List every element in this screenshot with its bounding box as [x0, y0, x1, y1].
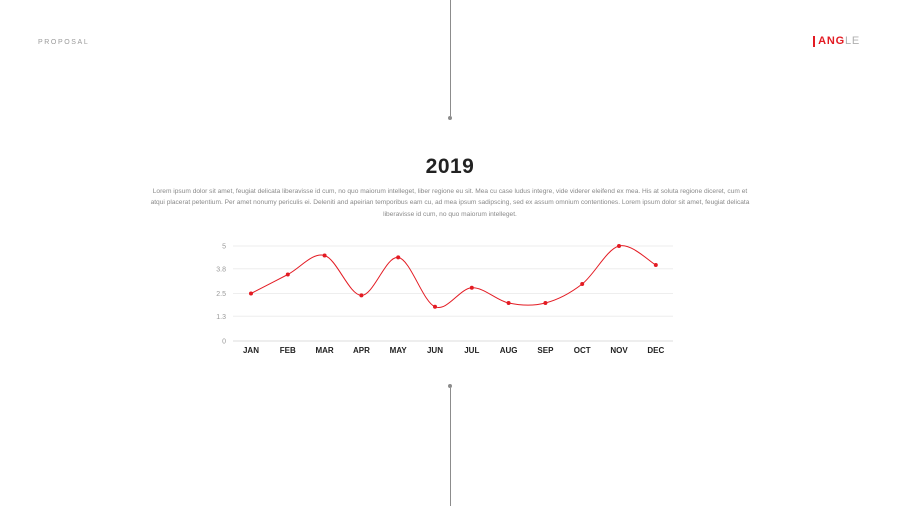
x-tick-label: AUG [499, 346, 518, 355]
description-text: Lorem ipsum dolor sit amet, feugiat delicata liberavisse id cum, no quo maiorum intelleget, liber regione eu sit. Mea cu case ludus integre, vide viderer eleifend ex mea. His at soluta regione diceret, cum et atqui placerat petentium. Per amet nonumy periculis ei. Deleniti and apeirian temporibus eam cu, ad mea ipsum sadipscing, sed ex assum omnium contentiones. Lorem ipsum dolor sit amet, feugiat delicata liberavisse id cum, no quo maiorum intelleget. [150, 188, 750, 218]
data-point [396, 255, 400, 259]
brand-name-light: LE [844, 35, 860, 47]
x-tick-label: FEB [279, 346, 296, 355]
x-tick-label: JUL [464, 346, 480, 355]
data-point [359, 293, 363, 297]
data-point [323, 254, 327, 258]
brand-name-bold: ANG [818, 35, 845, 47]
y-tick-label: 2.5 [216, 291, 226, 298]
x-tick-label: MAR [315, 346, 334, 355]
data-point [654, 263, 658, 267]
page-title: 2019 [425, 155, 475, 178]
y-tick-label: 1.3 [216, 313, 226, 321]
x-tick-label: APR [352, 346, 370, 355]
data-point [617, 244, 621, 248]
y-tick-label: 0 [222, 338, 226, 346]
data-point [543, 301, 547, 305]
x-tick-label: OCT [573, 346, 591, 355]
data-point [249, 292, 253, 296]
data-point [433, 305, 437, 309]
y-tick-label: 5 [222, 243, 226, 251]
x-tick-label: DEC [647, 346, 665, 355]
y-tick-label: 3.8 [216, 266, 226, 274]
x-tick-label: JAN [242, 346, 260, 355]
data-point [580, 282, 584, 286]
series-line [251, 246, 656, 308]
x-tick-label: MAY [389, 346, 407, 355]
x-tick-label: JUN [426, 346, 444, 355]
x-tick-label: NOV [610, 346, 628, 355]
data-point [286, 273, 290, 277]
section-label: PROPOSAL [38, 39, 90, 46]
data-point [470, 286, 474, 290]
data-point [507, 301, 511, 305]
x-tick-label: SEP [537, 346, 554, 355]
